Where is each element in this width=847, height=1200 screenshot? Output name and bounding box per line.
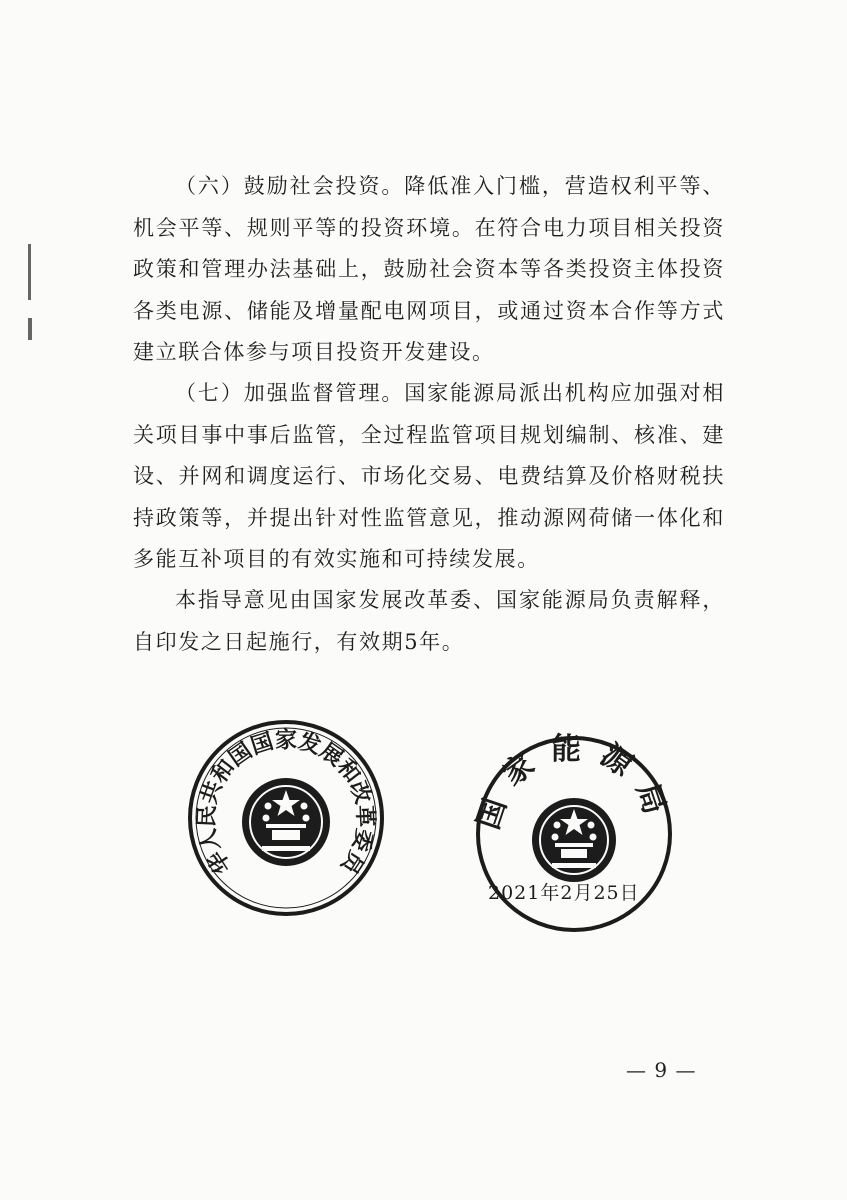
national-emblem-icon (242, 778, 330, 866)
binding-mark (28, 244, 31, 300)
binding-mark (28, 318, 32, 340)
nea-seal-text: 国家能源局 (470, 732, 678, 834)
paragraph-interpretation-validity: 本指导意见由国家发展改革委、国家能源局负责解释，自印发之日起施行，有效期5年。 (133, 588, 725, 654)
issue-date: 2021年2月25日 (488, 882, 640, 904)
ndrc-seal-text: 中华人民共和国国家发展和改革委员会 (174, 699, 378, 878)
paragraph-strengthen-supervision: （七）加强监督管理。国家能源局派出机构应加强对相关项目事中事后监管，全过程监管项目规划编制、核准、建设、并网和调度运行、市场化交易、电费结算及价格财税扶持政策等，并提出针对性监管意见，推动源网荷储一体化和多能互补项目的有效实施和可持续发展。 (133, 381, 725, 571)
ndrc-seal (174, 699, 386, 918)
page-number: — 9 — (626, 1058, 697, 1082)
paragraph-encourage-social-investment: （六）鼓励社会投资。降低准入门槛，营造权利平等、机会平等、规则平等的投资环境。在符合电力项目相关投资政策和管理办法基础上，鼓励社会资本等各类投资主体投资各类电源、储能及增量配电网项目，或通过资本合作等方式建立联合体参与项目投资开发建设。 (133, 174, 725, 364)
national-emblem-icon (532, 798, 616, 882)
